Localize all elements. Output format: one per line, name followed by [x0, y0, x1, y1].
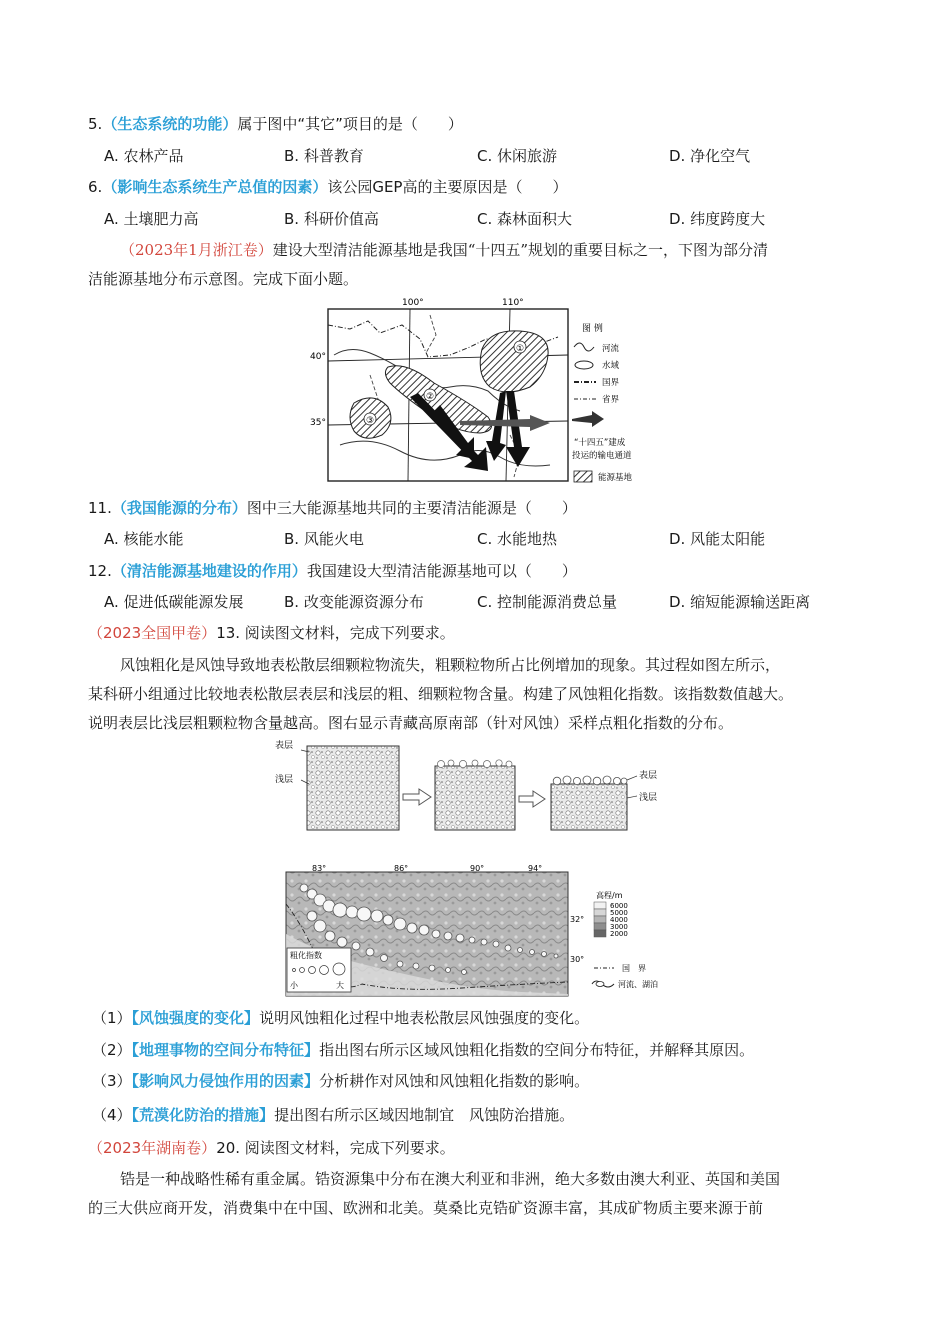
- q13-source: （2023全国甲卷）: [88, 624, 217, 642]
- q6-stem: 该公园GEP高的主要原因是（ ）: [327, 178, 568, 196]
- q5-tag: （生态系统的功能）: [102, 115, 238, 133]
- legend-energy-base: 能源基地: [598, 473, 633, 483]
- subq-1-tag: 【风蚀强度的变化】: [131, 1009, 260, 1027]
- q11-stem: 图中三大能源基地共同的主要清洁能源是（ ）: [246, 499, 577, 517]
- q12-option-a: A. 促进低碳能源发展: [104, 593, 244, 611]
- q13-intro: 13. 阅读图文材料，完成下列要求。: [216, 624, 455, 642]
- q20-intro-line: [88, 1137, 455, 1159]
- subq-2: [92, 1039, 754, 1061]
- legend-transmission-2: 投运的输电通道: [572, 451, 632, 461]
- legend-title: 图 例: [582, 324, 603, 334]
- subq-4-num: （4）: [92, 1106, 132, 1124]
- zhejiang-text1: 建设大型清洁能源基地是我国“十四五”规划的重要目标之一，下图为部分清: [272, 241, 769, 259]
- elevation-legend: [594, 890, 628, 938]
- q6-option-b: B. 科研价值高: [284, 210, 379, 228]
- subq-1-num: （1）: [92, 1009, 132, 1027]
- map-legend: [572, 322, 633, 483]
- zhejiang-intro-line2: 洁能源基地分布示意图。完成下面小题。: [88, 270, 359, 288]
- subq-3-text: 分析耕作对风蚀和风蚀粗化指数的影响。: [319, 1072, 590, 1090]
- elevation-6000: 6000: [610, 902, 628, 910]
- q12-tag: （清洁能源基地建设的作用）: [111, 562, 307, 580]
- subq-4-tag: 【荒漠化防治的措施】: [131, 1106, 275, 1124]
- q5-option-a: A. 农林产品: [104, 147, 184, 165]
- q13-intro-line: [88, 622, 455, 644]
- q12-number: 12.: [88, 562, 112, 580]
- zhejiang-intro-line1: [120, 239, 768, 261]
- zhejiang-source: （2023年1月浙江卷）: [120, 241, 273, 259]
- subq-3-tag: 【影响风力侵蚀作用的因素】: [131, 1072, 320, 1090]
- lon-label-94: 94°: [528, 864, 543, 873]
- q11-option-c: C. 水能地热: [477, 530, 558, 548]
- shallow-label-left: 浅层: [275, 775, 294, 785]
- legend-water: 水域: [602, 361, 620, 371]
- subq-4-text: 提出图右所示区域因地制宜 风蚀防治措施。: [274, 1106, 575, 1124]
- q5-option-d: D. 净化空气: [669, 147, 751, 165]
- q5-number: 5.: [88, 115, 103, 133]
- legend-provincial-border: 省界: [602, 395, 620, 405]
- q20-intro: 20. 阅读图文材料，完成下列要求。: [216, 1139, 455, 1157]
- q12-option-c: C. 控制能源消费总量: [477, 593, 618, 611]
- lon-label-83: 83°: [312, 864, 327, 873]
- soil-profile-2: [435, 766, 515, 830]
- q5-stem-line: [88, 113, 463, 135]
- lat-label-30: 30°: [570, 955, 585, 964]
- base-label-3: ③: [365, 416, 375, 426]
- q13-para-line1: 风蚀粗化是风蚀导致地表松散层细颗粒物流失，粗颗粒物所占比例增加的现象。其过程如图左所示，: [120, 656, 781, 674]
- lon-label-90: 90°: [470, 864, 485, 873]
- legend-river-lake: 河流、湖泊: [618, 980, 658, 989]
- q5-option-c: C. 休闲旅游: [477, 147, 558, 165]
- q11-tag: （我国能源的分布）: [111, 499, 247, 517]
- q13-para-line3: 说明表层比浅层粗颗粒物含量越高。图右显示青藏高原南部（针对风蚀）采样点粗化指数的分布。: [88, 714, 734, 732]
- q6-option-c: C. 森林面积大: [477, 210, 573, 228]
- process-arrow: [519, 791, 545, 807]
- transmission-legend-icon: [572, 411, 604, 427]
- water-legend-icon: [575, 361, 593, 369]
- lon-label-100: 100°: [402, 298, 424, 308]
- q11-option-a: A. 核能水能: [104, 530, 184, 548]
- q20-para-line1: 锆是一种战略性稀有重金属。锆资源集中分布在澳大利亚和非洲，绝大多数由澳大利亚、英国和美国: [120, 1170, 781, 1188]
- q5-option-b: B. 科普教育: [284, 147, 364, 165]
- legend-national-border: 国界: [602, 378, 620, 388]
- q6-number: 6.: [88, 178, 103, 196]
- subq-4: [92, 1104, 574, 1126]
- energy-base-map: [310, 295, 650, 487]
- base-label-2: ②: [425, 392, 435, 402]
- q6-stem-line: [88, 176, 567, 198]
- q20-source: （2023年湖南卷）: [88, 1139, 217, 1157]
- lon-label-110: 110°: [502, 298, 524, 308]
- q11-number: 11.: [88, 499, 112, 517]
- q12-stem: 我国建设大型清洁能源基地可以（ ）: [306, 562, 577, 580]
- surface-label-right: 表层: [639, 771, 658, 781]
- legend-national-border-2: 国 界: [622, 964, 646, 973]
- subq-2-text: 指出图右所示区域风蚀粗化指数的空间分布特征，并解释其原因。: [319, 1041, 755, 1059]
- index-small-label: 小: [290, 981, 298, 990]
- elevation-4000: 4000: [610, 916, 628, 924]
- subq-1-text: 说明风蚀粗化过程中地表松散层风蚀强度的变化。: [259, 1009, 590, 1027]
- elevation-3000: 3000: [610, 923, 628, 931]
- q11-option-b: B. 风能火电: [284, 530, 364, 548]
- lon-label-86: 86°: [394, 864, 409, 873]
- coarsening-index-legend: [287, 948, 351, 992]
- index-legend-title: 粗化指数: [290, 951, 322, 960]
- lat-label-32: 32°: [570, 915, 585, 924]
- q5-stem: 属于图中“其它”项目的是（ ）: [237, 115, 463, 133]
- surface-label-left: 表层: [275, 741, 294, 751]
- energy-base-legend-icon: [574, 471, 592, 482]
- map2-line-legend: [592, 964, 658, 989]
- lat-label-40: 40°: [310, 352, 326, 362]
- lat-label-35: 35°: [310, 418, 326, 428]
- q12-stem-line: [88, 560, 577, 582]
- q6-option-d: D. 纬度跨度大: [669, 210, 766, 228]
- subq-1: [92, 1007, 589, 1029]
- river-legend-icon: [574, 343, 594, 351]
- coarsening-index-map: [282, 864, 662, 1002]
- shallow-label-right: 浅层: [639, 793, 658, 803]
- legend-transmission-1: “十四五”建成: [574, 438, 626, 448]
- q11-stem-line: [88, 497, 577, 519]
- elevation-2000: 2000: [610, 930, 628, 938]
- base-label-1: ①: [515, 344, 525, 354]
- wind-erosion-process-figure: [275, 740, 675, 840]
- q6-tag: （影响生态系统生产总值的因素）: [102, 178, 328, 196]
- q13-para-line2: 某科研小组通过比较地表松散层表层和浅层的粗、细颗粒物含量。构建了风蚀粗化指数。该指数数值越大。: [88, 685, 794, 703]
- q20-para-line2: 的三大供应商开发，消费集中在中国、欧洲和北美。莫桑比克锆矿资源丰富，其成矿物质主要来源于前: [88, 1199, 764, 1217]
- q6-option-a: A. 土壤肥力高: [104, 210, 199, 228]
- index-large-label: 大: [336, 981, 344, 990]
- soil-profile-1: [307, 746, 399, 830]
- subq-2-num: （2）: [92, 1041, 132, 1059]
- elevation-5000: 5000: [610, 909, 628, 917]
- soil-profile-3: [551, 784, 627, 830]
- legend-river: 河流: [602, 344, 620, 354]
- subq-3-num: （3）: [92, 1072, 132, 1090]
- q11-option-d: D. 风能太阳能: [669, 530, 766, 548]
- elevation-legend-title: 高程/m: [596, 891, 623, 900]
- q12-option-d: D. 缩短能源输送距离: [669, 593, 811, 611]
- subq-3: [92, 1070, 589, 1092]
- q12-option-b: B. 改变能源资源分布: [284, 593, 424, 611]
- process-arrow: [403, 789, 431, 805]
- subq-2-tag: 【地理事物的空间分布特征】: [131, 1041, 320, 1059]
